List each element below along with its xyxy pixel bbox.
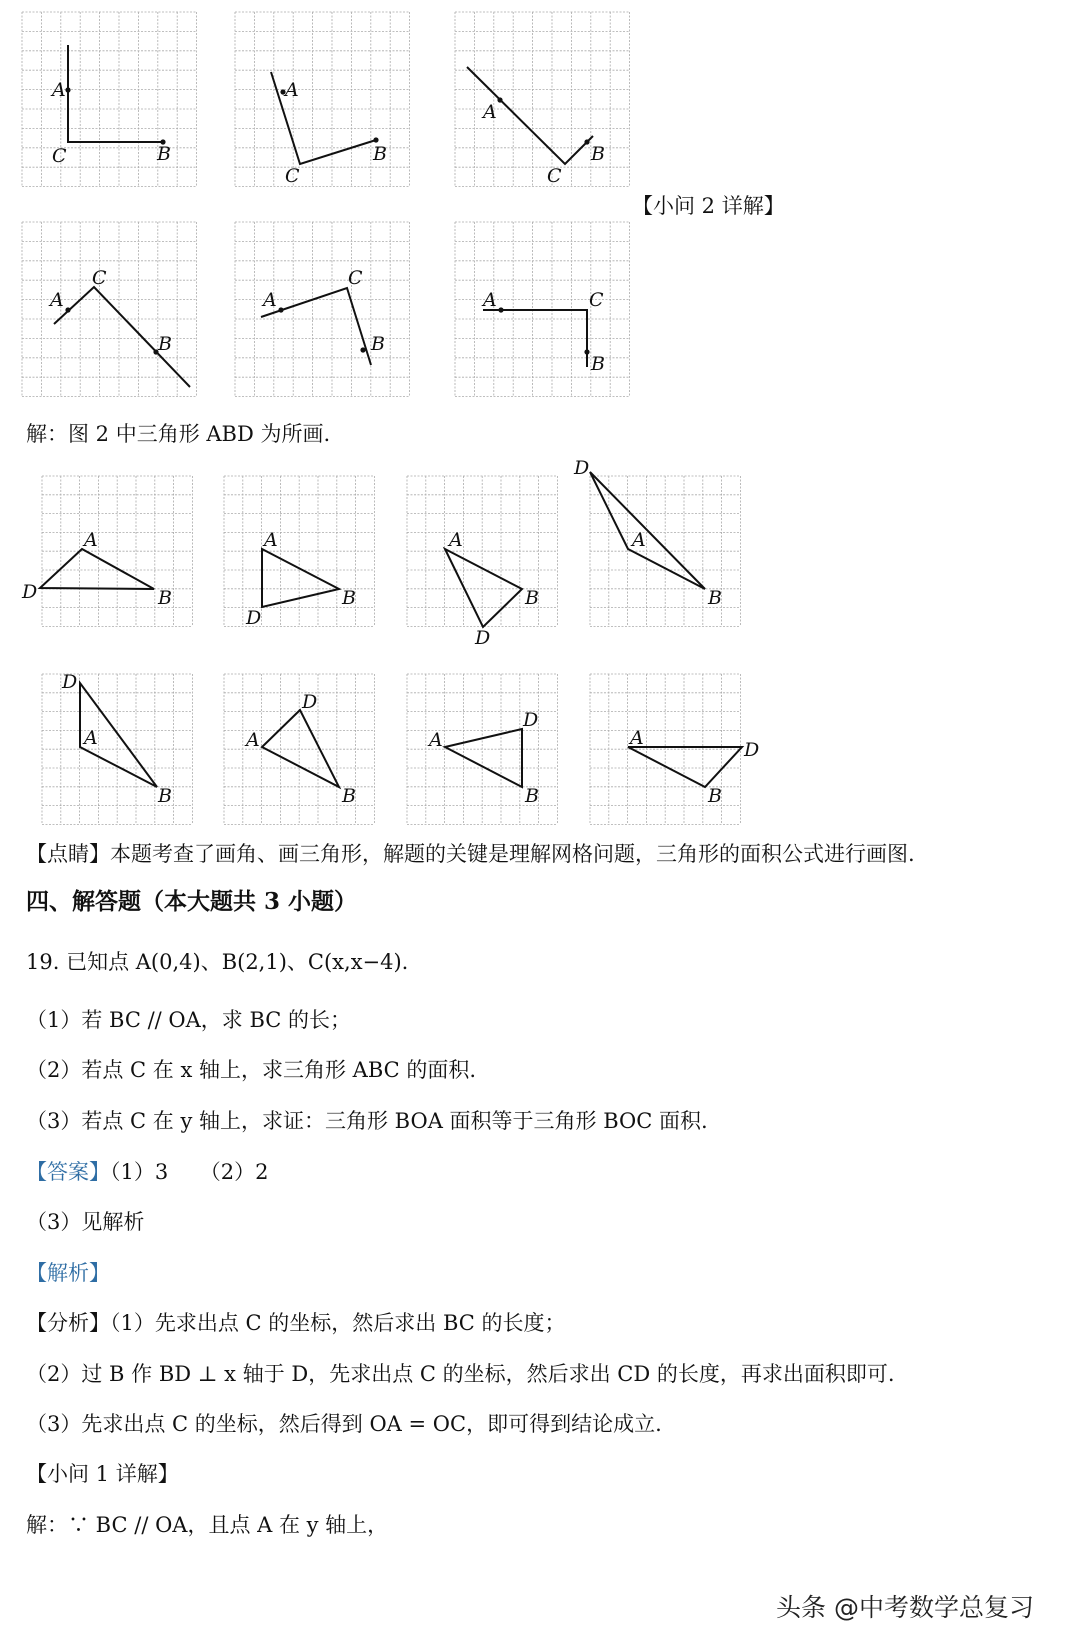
- watermark: 头条 @中考数学总复习: [776, 1593, 1034, 1622]
- triangle-shape: [40, 549, 154, 589]
- grid-figure-svg: [224, 476, 374, 629]
- point-label-a: A: [246, 729, 260, 751]
- q19-part3: （3）若点 C 在 y 轴上，求证：三角形 BOA 面积等于三角形 BOC 面积.: [26, 1109, 708, 1133]
- comment: 【点睛】本题考查了画角、画三角形，解题的关键是理解网格问题，三角形的面积公式进行画图.: [26, 842, 915, 866]
- point-label-b: B: [708, 587, 722, 609]
- point-label-b: B: [373, 143, 387, 165]
- point-label-c: C: [92, 267, 107, 289]
- answer-line: [26, 1158, 268, 1186]
- answer-label: 【答案】: [26, 1160, 110, 1184]
- triangle-figure-1: [22, 476, 192, 626]
- point-dot: [373, 137, 378, 142]
- solution-1: 解：∵ BC // OA，且点 A 在 y 轴上，: [26, 1513, 389, 1537]
- point-label-d: D: [744, 739, 760, 761]
- point-label-c: C: [52, 145, 67, 167]
- point-label-b: B: [371, 333, 385, 355]
- point-label-a: A: [263, 289, 277, 311]
- analysis-2: （2）过 B 作 BD ⊥ x 轴于 D，先求出点 C 的坐标，然后求出 CD 的长度，再求出面积即可.: [26, 1362, 895, 1386]
- answer-values: （1）3 （2）2: [110, 1160, 269, 1184]
- grid-figure-svg: [224, 674, 374, 824]
- triangle-shape: [445, 729, 522, 787]
- grid-figure-svg: [407, 674, 557, 824]
- point-dot: [584, 139, 589, 144]
- sub2-header: 【小问 2 详解】: [632, 194, 785, 218]
- triangle-figure-5: [42, 671, 192, 824]
- angle-figure-6: [455, 222, 630, 397]
- point-label-c: C: [285, 165, 300, 187]
- point-label-b: B: [342, 785, 356, 807]
- grid-figure-svg: [42, 671, 192, 824]
- sub1-header: 【小问 1 详解】: [26, 1462, 179, 1486]
- point-label-c: C: [547, 165, 562, 187]
- point-dot: [584, 349, 589, 354]
- triangle-shape: [445, 549, 522, 627]
- grid-figure-svg: [235, 222, 410, 397]
- point-dot: [498, 307, 503, 312]
- point-label-b: B: [342, 587, 356, 609]
- analysis-label: 【解析】: [26, 1261, 110, 1285]
- angle-figure-3: [455, 12, 630, 187]
- q19-stem: 19. 已知点 A(0,4)、B(2,1)、C(x,x−4).: [26, 950, 409, 974]
- point-label-a: A: [630, 727, 644, 749]
- section-title: 四、解答题（本大题共 3 小题）: [26, 888, 358, 915]
- point-label-a: A: [429, 729, 443, 751]
- grid-figure-svg: [22, 12, 197, 187]
- point-label-c: C: [348, 267, 363, 289]
- grid-figure-svg: [455, 222, 630, 397]
- q19-part2: （2）若点 C 在 x 轴上，求三角形 ABC 的面积.: [26, 1058, 477, 1082]
- q19-part1: （1）若 BC // OA，求 BC 的长；: [26, 1008, 352, 1032]
- point-label-a: A: [84, 727, 98, 749]
- grid-figure-svg: [22, 476, 192, 626]
- point-label-d: D: [22, 581, 38, 603]
- point-label-d: D: [574, 457, 590, 479]
- triangle-figure-3: [407, 476, 557, 649]
- point-label-b: B: [708, 785, 722, 807]
- point-label-b: B: [591, 143, 605, 165]
- angle-figure-2: [235, 12, 410, 187]
- point-label-b: B: [525, 587, 539, 609]
- grid-figure-svg: [235, 12, 410, 187]
- angle-figure-5: [235, 222, 410, 397]
- point-dot: [497, 97, 502, 102]
- point-label-d: D: [475, 627, 491, 649]
- triangle-figure-4: [574, 457, 740, 626]
- point-dot: [360, 347, 365, 352]
- point-label-d: D: [302, 691, 318, 713]
- point-dot: [65, 87, 70, 92]
- triangle-figure-2: [224, 476, 374, 629]
- point-label-a: A: [264, 529, 278, 551]
- analysis-3: （3）先求出点 C 的坐标，然后得到 OA = OC，即可得到结论成立.: [26, 1412, 662, 1436]
- point-label-a: A: [632, 529, 646, 551]
- angle-rays: [68, 45, 163, 142]
- point-label-b: B: [157, 143, 171, 165]
- angle-figure-1: [22, 12, 197, 187]
- grid-figure-svg: [574, 457, 740, 626]
- point-label-a: A: [483, 101, 497, 123]
- grid-figure-svg: [455, 12, 630, 187]
- triangle-shape: [262, 710, 339, 787]
- point-label-b: B: [158, 333, 172, 355]
- point-label-d: D: [246, 607, 262, 629]
- grid-figure-svg: [22, 222, 197, 397]
- analysis-1: 【分析】（1）先求出点 C 的坐标，然后求出 BC 的长度；: [26, 1311, 566, 1335]
- point-label-c: C: [589, 289, 604, 311]
- point-label-b: B: [158, 785, 172, 807]
- triangle-figure-6: [224, 674, 374, 824]
- point-label-a: A: [52, 79, 66, 101]
- grid-figure-svg: [407, 476, 557, 649]
- triangle-figure-8: [590, 674, 760, 824]
- triangle-shape: [262, 549, 339, 607]
- triangle-figure-7: [407, 674, 557, 824]
- solution-fig2: 解：图 2 中三角形 ABD 为所画.: [26, 422, 331, 446]
- point-dot: [278, 307, 283, 312]
- point-label-d: D: [523, 709, 539, 731]
- point-label-d: D: [62, 671, 78, 693]
- answer-part3: （3）见解析: [26, 1210, 145, 1234]
- point-label-a: A: [449, 529, 463, 551]
- triangle-shape: [590, 472, 705, 589]
- point-label-a: A: [483, 289, 497, 311]
- angle-figure-4: [22, 222, 197, 397]
- point-dot: [65, 307, 70, 312]
- point-label-a: A: [84, 529, 98, 551]
- point-label-b: B: [158, 587, 172, 609]
- point-label-a: A: [285, 79, 299, 101]
- triangle-shape: [628, 747, 742, 787]
- point-label-a: A: [50, 289, 64, 311]
- grid-figure-svg: [590, 674, 760, 824]
- point-label-b: B: [591, 353, 605, 375]
- point-label-b: B: [525, 785, 539, 807]
